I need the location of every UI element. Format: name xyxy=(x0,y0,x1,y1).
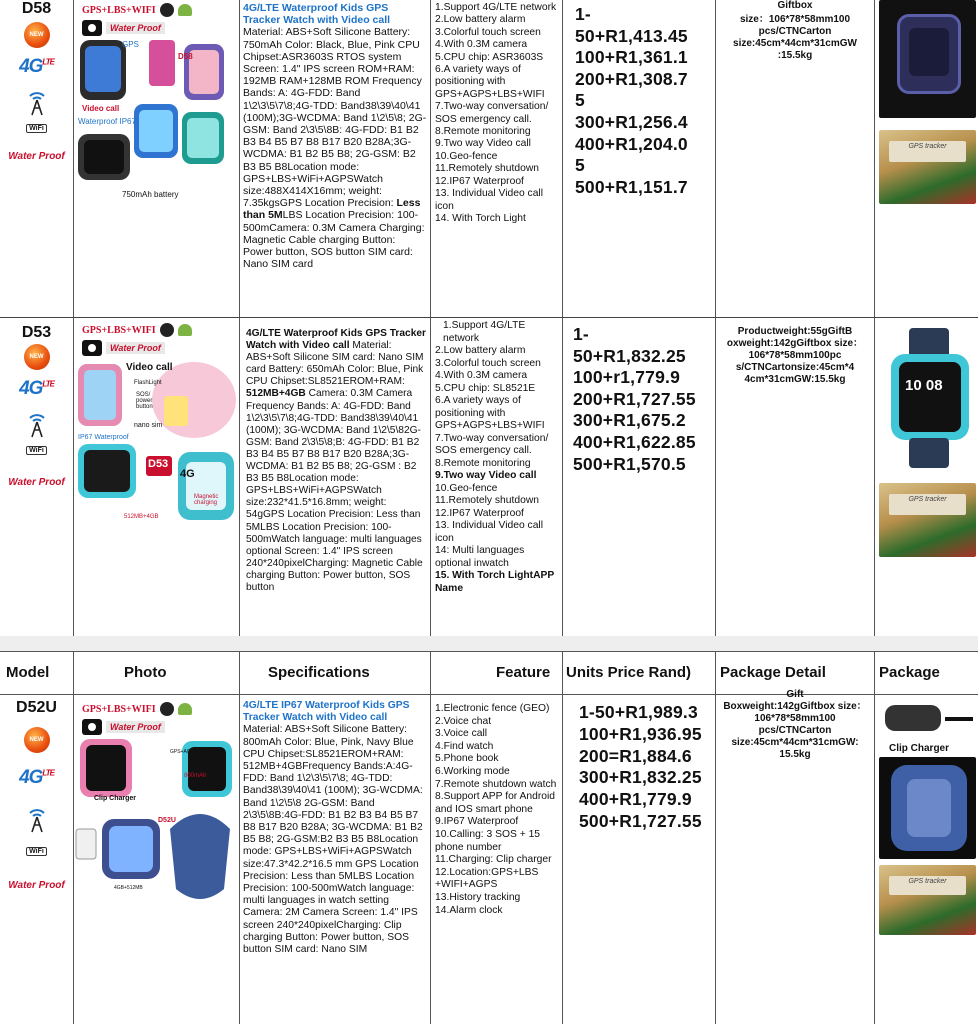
specifications-cell: 4G/LTE Waterproof Kids GPS Tracker Watch with Video call Material: ABS+Soft Silicone Battery: 750mAh Color: Black, Blue, Pink CPU Chipset:ASR3603S RTOS system Screen: 1.4" IPS screen ROM+RAM: 192MB RAM+128MB ROM Frequency Bands: A: 4G-FDD: Band 1\2\3\5\7\8;4G-TDD: Band38\39\40\41 (100M);3G-WCDMA: Band 1\2\5\8; 2G-GSM: Band 2\3\5\8B: 4G-FDD: B1 B2 B3 B4 B5 B7 B8 B17 B20 B28A;3G-WCDMA: B1 B2 B5 B8; 2G-GSM: B2 B3 B5 B8Location mode: GPS+LBS+WiFi+AGPSWatch size:488X414X16mm; weight: 7.35kgsGPS Location Precision: Less than 5MLBS Location Precision: 100-500mCamera: 0.3M Camera Charging: Magnetic Cable charging Button: Power button, SOS button SIM card: Nano SIM card xyxy=(243,2,427,271)
gps-lbs-wifi-label: GPS+LBS+WIFI xyxy=(82,4,156,16)
package-detail-cell: Gift Boxweight:142gGiftbox size：106*78*58mm100 pcs/CTNCarton size:45cm*44cm*31cmGW: 15.5kg xyxy=(723,689,867,760)
package-detail-cell: Productweight:55gGiftB oxweight:142gGiftbox size：106*78*58mm100pc s/CTNCartonsize:45cm*4 4cm*31cmGW:15.5kg xyxy=(726,326,864,385)
photo-label: SOS/ power button xyxy=(136,392,153,410)
features-cell: 1.Support 4G/LTE network 2.Low battery alarm 3.Colorful touch screen 4.With 0.3M camera 5.CPU chip: SL8521E 6.A variety ways of positioning with GPS+AGPS+LBS+WIFI 7.Two-way conversation/ SOS emergency call. 8.Remote monitoring 9.Two way Video call 10.Geo-fence 11.Remotely shutdown 12.IP67 Waterproof 13. Individual Video call icon 14: Multi languages optional inwatch 15. With Torch LightAPP Name xyxy=(435,320,555,594)
model-name: D53 xyxy=(21,324,52,341)
photo-label: 512MB+4GB xyxy=(124,514,159,520)
photo-cell xyxy=(74,318,239,636)
photo-label: 4G xyxy=(180,468,195,480)
model-cell xyxy=(0,695,73,1024)
camera-icon xyxy=(82,719,102,735)
features-cell: 1.Electronic fence (GEO) 2.Voice chat 3.Voice call 4.Find watch 5.Phone book 6.Working mode 7.Remote shutdown watch 8.Support APP for Android and IOS smart phone 9.IP67 Waterproof 10.Calling: 3 SOS + 15 phone number 11.Charging: Clip charger 12.Location:GPS+LBS +WIFI+AGPS 13.History tracking 14.Alarm clock xyxy=(435,703,557,916)
photo-label: D53 xyxy=(148,458,169,470)
header-feature: Feature xyxy=(496,664,551,681)
gps-lbs-wifi-label: GPS+LBS+WIFI xyxy=(82,703,156,715)
features-cell: 1.Support 4G/LTE network 2.Low battery alarm 3.Colorful touch screen 4.With 0.3M camera 5.CPU chip: ASR3603S 6.A variety ways of positioning with GPS+AGPS+LBS+WIFI 7.Two-way conversation/ SOS emergency call. 8.Remote monitoring 9.Two way Video call 10.Geo-fence 11.Remotely shutdown 12.IP67 Waterproof 13. Individual Video call icon 14. With Torch Light xyxy=(435,2,557,224)
photo-label: 800mAh xyxy=(184,773,207,779)
clip-charger-photo xyxy=(879,699,976,739)
waterproof-icon: Water Proof xyxy=(8,151,65,162)
price-cell: 1- 50+R1,413.45 100+R1,361.1 200+R1,308.7 5 300+R1,256.4 400+R1,204.0 5 500+R1,151.7 xyxy=(575,4,688,197)
4g-lte-icon: $4G^{LTE}$ xyxy=(19,56,54,77)
android-icon xyxy=(178,324,192,336)
header-package-detail: Package Detail xyxy=(720,664,826,681)
gift-box-photo: GPS tracker xyxy=(879,865,976,935)
package-watch-photo xyxy=(879,757,976,859)
android-icon xyxy=(178,4,192,16)
photo-label: 750mAh battery xyxy=(122,190,179,199)
signal-tower-icon xyxy=(22,86,52,116)
specifications-cell: 4G/LTE IP67 Waterproof Kids GPS Tracker Watch with Video call Material: ABS+Soft Silicone Battery: 800mAh Color: Blue, Pink, Navy Blue CPU Chipset:SL8521EROM+RAM: 512MB+4GBFrequency Bands:A:4G-FDD: Band 1\2\3\5\7\8; 4G-TDD: Band38\39\40\41 (100M); 3G-WCDMA: Band 1\2\5\8 2G-GSM: Band 2\3\5\8B:4G-FDD: B1 B2 B3 B4 B5 B7 B8 B17 B20 B28A; 3G-WCDMA: B1 B2 B5 B8; 2G-GSM:B2 B3 B5 B8Location mode: GPS+LBS+WiFi+AGPSWatch size:47.3*42.2*16.5 mm GPS Location Precision: Less than 5MLBS Location Precision: 100-500mWatch language: multi languages in watch setting Camera: 2M Camera Screen: 1.4" IPS screen 240*240pixelCharging: Clip charging Button: Power button, SOS button SIM card: Nano SIM xyxy=(243,700,423,956)
header-price: Units Price Rand) xyxy=(566,664,692,681)
photo-label: Video call xyxy=(82,104,120,113)
photo-label: IP67 Waterproof xyxy=(78,434,129,441)
new-badge-icon: NEW xyxy=(24,344,50,370)
signal-tower-icon xyxy=(22,408,52,438)
header-photo: Photo xyxy=(124,664,167,681)
package-detail-cell: Giftbox size：106*78*58mm100 pcs/CTNCarton size:45cm*44cm*31cmGW :15.5kg xyxy=(733,0,857,61)
new-badge-icon: NEW xyxy=(24,22,50,48)
package-watch-photo: 10 08 xyxy=(879,328,976,468)
gift-box-photo: GPS tracker xyxy=(879,130,976,204)
price-cell: 1-50+R1,989.3 100+R1,936.95 200=R1,884.6 300+R1,832.25 400+R1,779.9 500+R1,727.55 xyxy=(579,702,702,831)
new-badge-icon: NEW xyxy=(24,727,50,753)
no-radiation-icon xyxy=(160,702,174,716)
package-cell xyxy=(875,695,978,1024)
clip-charger-label: Clip Charger xyxy=(889,743,950,754)
table-row xyxy=(0,318,978,636)
model-cell xyxy=(0,318,73,636)
package-cell xyxy=(875,318,978,636)
android-icon xyxy=(178,703,192,715)
camera-icon xyxy=(82,340,102,356)
gps-lbs-wifi-label: GPS+LBS+WIFI xyxy=(82,324,156,336)
wifi-icon: WiFi xyxy=(26,124,47,133)
photo-label: Video call xyxy=(126,362,173,373)
model-name: D52U xyxy=(16,699,57,716)
photo-label: D58 xyxy=(178,52,193,61)
gift-box-photo: GPS tracker xyxy=(879,483,976,557)
package-watch-photo xyxy=(879,0,976,118)
specifications-cell: 4G/LTE Waterproof Kids GPS Tracker Watch with Video call Material: ABS+Soft Silicone SIM card: Nano SIM card Battery: 650mAh Color: Blue, Pink CPU Chipset:SL8521EROM+RAM: 512MB+4GB Camera: 0.3M Camera Frequency Bands: A: 4G-FDD: Band 1\2\3\5\7\8;4G-TDD: Band38\39\40\41 (100M); 3G-WCDMA: Band 1\2\5\82G-GSM: Band 2\3\5\8;B: 4G-FDD: B1 B2 B3 B4 B5 B7 B8 B17 B20 B28A;3G-WCDMA: B1 B2 B5 B8; 2G-GSM : B2 B3 B5 B8Location mode: GPS+LBS+WiFi+AGPSWatch size:232*41.5*16.8mm; weight: 54gGPS Location Precision: Less than 5MLBS Location Precision: 100-500mWatch language: multi languages optional Screen: 1.4" IPS screen 240*240pixelCharging: Magnetic Cable charging Button: Power button, SOS button xyxy=(246,328,427,593)
photo-label: Waterproof IP67 xyxy=(78,117,136,126)
wifi-icon: WiFi xyxy=(26,446,47,455)
wifi-icon: WiFi xyxy=(26,847,47,856)
waterproof-label: Water Proof xyxy=(106,342,165,354)
4g-lte-icon: $4G^{LTE}$ xyxy=(19,767,54,788)
no-radiation-icon xyxy=(160,323,174,337)
model-name: D58 xyxy=(21,0,52,17)
photo-label: GPS xyxy=(122,40,139,49)
photo-label: Clip Charger xyxy=(94,795,137,802)
model-cell xyxy=(0,0,73,317)
product-photo-d52u xyxy=(74,739,239,909)
waterproof-label: Water Proof xyxy=(106,721,165,733)
photo-cell xyxy=(74,695,239,1024)
4g-lte-icon: $4G^{LTE}$ xyxy=(19,378,54,399)
photo-label: Magnetic charging xyxy=(194,494,219,506)
waterproof-icon: Water Proof xyxy=(8,477,65,488)
photo-label: D52U xyxy=(158,817,176,824)
waterproof-label: Water Proof xyxy=(106,22,165,34)
header-specifications: Specifications xyxy=(268,664,370,681)
photo-label: FlashLight xyxy=(134,380,162,386)
photo-label: GPS+AGPS+LBS+WIFI xyxy=(170,749,224,755)
price-cell: 1- 50+R1,832.25 100+r1,779.9 200+R1,727.55 300+R1,675.2 400+R1,622.85 500+R1,570.5 xyxy=(573,324,696,474)
table-row xyxy=(0,689,978,1024)
camera-icon xyxy=(82,20,102,36)
photo-cell xyxy=(74,0,239,317)
header-package: Package xyxy=(879,664,940,681)
waterproof-icon: Water Proof xyxy=(8,880,65,891)
no-radiation-icon xyxy=(160,3,174,17)
photo-label: 4GB+512MB xyxy=(114,885,143,891)
photo-label: nano sim xyxy=(134,422,163,429)
package-cell xyxy=(875,0,978,317)
section-divider xyxy=(0,636,978,651)
table-row xyxy=(0,0,978,318)
header-model: Model xyxy=(6,664,50,681)
signal-tower-icon xyxy=(22,803,52,833)
